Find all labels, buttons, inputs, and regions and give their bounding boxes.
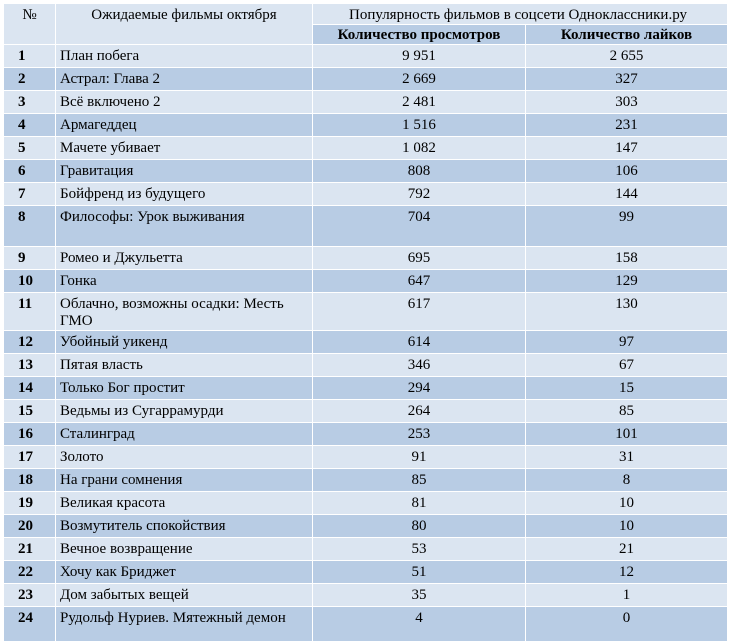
table-row — [4, 91, 728, 114]
row-views: 253 — [313, 423, 526, 446]
row-likes: 144 — [526, 183, 728, 206]
table-row — [4, 469, 728, 492]
row-likes: 0 — [526, 607, 728, 642]
row-title: Золото — [56, 446, 313, 469]
row-views: 294 — [313, 377, 526, 400]
row-title: Рудольф Нуриев. Мятежный демон — [56, 607, 313, 642]
row-num: 15 — [4, 400, 56, 423]
row-views: 1 516 — [313, 114, 526, 137]
row-views: 51 — [313, 561, 526, 584]
row-num: 11 — [4, 293, 56, 331]
row-title: Армагеддец — [56, 114, 313, 137]
row-views: 85 — [313, 469, 526, 492]
row-views: 9 951 — [313, 45, 526, 68]
header-views: Количество просмотров — [313, 25, 526, 45]
header-likes: Количество лайков — [526, 25, 728, 45]
row-likes: 2 655 — [526, 45, 728, 68]
row-likes: 31 — [526, 446, 728, 469]
row-title: Убойный уикенд — [56, 331, 313, 354]
table-body — [4, 45, 728, 642]
table-row — [4, 607, 728, 642]
table-row — [4, 561, 728, 584]
row-num: 10 — [4, 270, 56, 293]
row-num: 3 — [4, 91, 56, 114]
row-title: Ромео и Джульетта — [56, 247, 313, 270]
row-title: Пятая власть — [56, 354, 313, 377]
row-likes: 327 — [526, 68, 728, 91]
header-num: № — [4, 4, 56, 45]
table-row — [4, 331, 728, 354]
row-title: Мачете убивает — [56, 137, 313, 160]
row-views: 614 — [313, 331, 526, 354]
table-row — [4, 377, 728, 400]
row-num: 19 — [4, 492, 56, 515]
row-num: 14 — [4, 377, 56, 400]
row-views: 80 — [313, 515, 526, 538]
row-title: Философы: Урок выживания — [56, 206, 313, 247]
row-views: 91 — [313, 446, 526, 469]
table-row — [4, 137, 728, 160]
table-row — [4, 400, 728, 423]
row-num: 23 — [4, 584, 56, 607]
row-views: 1 082 — [313, 137, 526, 160]
row-likes: 106 — [526, 160, 728, 183]
table-row — [4, 206, 728, 247]
row-likes: 15 — [526, 377, 728, 400]
row-title: Возмутитель спокойствия — [56, 515, 313, 538]
table-row — [4, 515, 728, 538]
row-views: 2 481 — [313, 91, 526, 114]
row-views: 704 — [313, 206, 526, 247]
row-likes: 10 — [526, 492, 728, 515]
header-popularity: Популярность фильмов в соцсети Одноклассники.ру — [313, 4, 728, 25]
table-row — [4, 538, 728, 561]
row-likes: 12 — [526, 561, 728, 584]
row-likes: 303 — [526, 91, 728, 114]
row-likes: 97 — [526, 331, 728, 354]
table-row — [4, 446, 728, 469]
table-row — [4, 270, 728, 293]
row-num: 1 — [4, 45, 56, 68]
row-num: 2 — [4, 68, 56, 91]
table-row — [4, 45, 728, 68]
row-title: На грани сомнения — [56, 469, 313, 492]
row-num: 4 — [4, 114, 56, 137]
row-title: Хочу как Бриджет — [56, 561, 313, 584]
row-title: Гонка — [56, 270, 313, 293]
row-num: 8 — [4, 206, 56, 247]
row-num: 9 — [4, 247, 56, 270]
row-num: 5 — [4, 137, 56, 160]
table-row — [4, 423, 728, 446]
row-views: 2 669 — [313, 68, 526, 91]
row-num: 20 — [4, 515, 56, 538]
table-row — [4, 584, 728, 607]
row-views: 808 — [313, 160, 526, 183]
row-likes: 147 — [526, 137, 728, 160]
row-title: Только Бог простит — [56, 377, 313, 400]
table-row — [4, 293, 728, 331]
table-row — [4, 114, 728, 137]
row-likes: 67 — [526, 354, 728, 377]
row-title: План побега — [56, 45, 313, 68]
row-num: 7 — [4, 183, 56, 206]
row-likes: 158 — [526, 247, 728, 270]
row-num: 18 — [4, 469, 56, 492]
row-likes: 21 — [526, 538, 728, 561]
row-title: Астрал: Глава 2 — [56, 68, 313, 91]
films-table — [3, 3, 728, 642]
row-views: 53 — [313, 538, 526, 561]
row-views: 264 — [313, 400, 526, 423]
row-num: 6 — [4, 160, 56, 183]
row-views: 4 — [313, 607, 526, 642]
table-row — [4, 160, 728, 183]
row-title: Всё включено 2 — [56, 91, 313, 114]
row-likes: 85 — [526, 400, 728, 423]
row-title: Гравитация — [56, 160, 313, 183]
row-num: 12 — [4, 331, 56, 354]
row-title: Сталинград — [56, 423, 313, 446]
table-header — [4, 4, 728, 45]
row-num: 24 — [4, 607, 56, 642]
table-row — [4, 247, 728, 270]
row-likes: 231 — [526, 114, 728, 137]
row-likes: 130 — [526, 293, 728, 331]
table-row — [4, 183, 728, 206]
table-row — [4, 68, 728, 91]
row-title: Ведьмы из Сугаррамурди — [56, 400, 313, 423]
row-views: 695 — [313, 247, 526, 270]
row-likes: 101 — [526, 423, 728, 446]
header-title: Ожидаемые фильмы октября — [56, 4, 313, 45]
row-views: 647 — [313, 270, 526, 293]
row-likes: 99 — [526, 206, 728, 247]
row-title: Вечное возвращение — [56, 538, 313, 561]
row-num: 13 — [4, 354, 56, 377]
row-title: Облачно, возможны осадки: Месть ГМО — [56, 293, 313, 331]
row-title: Дом забытых вещей — [56, 584, 313, 607]
table-row — [4, 354, 728, 377]
row-views: 346 — [313, 354, 526, 377]
row-views: 35 — [313, 584, 526, 607]
row-title: Великая красота — [56, 492, 313, 515]
row-likes: 1 — [526, 584, 728, 607]
table-row — [4, 492, 728, 515]
row-views: 617 — [313, 293, 526, 331]
row-likes: 129 — [526, 270, 728, 293]
row-likes: 10 — [526, 515, 728, 538]
row-title: Бойфренд из будущего — [56, 183, 313, 206]
row-views: 81 — [313, 492, 526, 515]
row-num: 22 — [4, 561, 56, 584]
row-views: 792 — [313, 183, 526, 206]
row-num: 16 — [4, 423, 56, 446]
row-num: 21 — [4, 538, 56, 561]
row-num: 17 — [4, 446, 56, 469]
row-likes: 8 — [526, 469, 728, 492]
